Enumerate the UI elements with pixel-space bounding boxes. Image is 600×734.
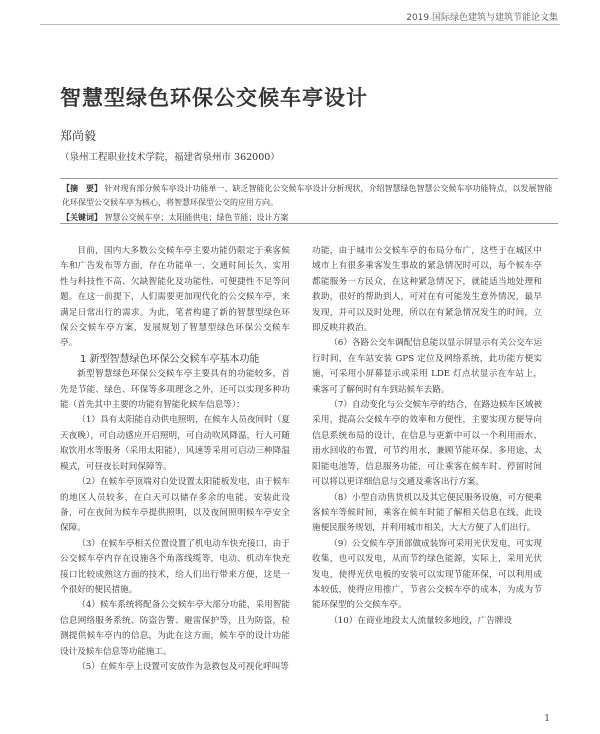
abstract-label: 【摘 要】 xyxy=(62,183,102,193)
abstract-box xyxy=(60,178,558,224)
paragraph: （3）在候车亭相关位置设置了机电动车快充接口，由于公交候车亭内存在设施各个角落线缆等，电动、机动车快充接口比较成熟这方面的技术，给人们出行带来方便，这是一个很好的便民措施。 xyxy=(60,538,290,595)
abstract xyxy=(62,181,556,210)
page-number: 1 xyxy=(544,714,550,724)
left-column xyxy=(60,244,290,675)
paragraph: （6）各路公交车调配信息能以显示屏显示有关公交车运行时间，在车站安装 GPS 定位及网络系统，此功能方便实施，可采用小屏幕显示或采用 LDE 灯点状显示在车站上，乘客可了解何时有车到站候车去路。 xyxy=(312,338,542,395)
section-heading: 1 新型智慧绿色环保公交候车亭基本功能 xyxy=(80,353,260,365)
keywords-label: 【关键词】 xyxy=(62,212,102,222)
paragraph: （1）具有太阳能自动供电照明，在候车人员夜间时（夏天夜晚），可自动感应开启照明，可自动吹风降温，行人可随取饮用水等服务（采用太阳能），风速等采用可启动三种降温模式，可昼夜长时间保障等。 xyxy=(60,415,290,472)
paragraph: （10）在商业地段太人流量较多地段，广告牌设 xyxy=(329,615,512,626)
abstract-text: 针对现有部分候车亭设计功能单一、缺乏智能化公交候车亭设计分析现状，介绍智慧绿色智慧公交候车亭功能特点，以发展智能化环保型公交候车亭为核心，将智慧环保型公交的应用方向。 xyxy=(62,184,553,207)
right-column xyxy=(312,244,542,629)
article-title: 智慧型绿色环保公交候车亭设计 xyxy=(60,86,368,110)
paragraph: （8）小型自动售货机以及其它便民服务设施，可方便乘客候车等候时间，乘客在候车时能了解相关信息在线，此设施便民服务规划，并利用城市相关，大大方便了人们出行。 xyxy=(312,492,542,534)
journal-header: 2019 国际绿色建筑与建筑节能论文集 xyxy=(406,13,558,23)
header-divider xyxy=(40,24,560,25)
article-affiliation: （泉州工程职业技术学院，福建省泉州市 362000） xyxy=(60,152,280,163)
paragraph: （4）候车系统将配备公交候车亭大部分功能，采用智能信息网络服务系统、防盗告警、避雷保护等，且为防盗，检测提供候车亭内的信息，为此在这方面，候车亭的设计功能设计及候车信息等功能施工。 xyxy=(60,600,290,657)
paragraph: （5）在候车亭上设置可安放作为急救包及可视化呼叫等 xyxy=(77,661,289,672)
keywords-text: 智慧公交候车亭；太阳能供电；绿色节能；设计方案 xyxy=(104,213,289,222)
paragraph: 功能，由于城市公交候车亭的布局分布广，这些于在城区中域市上有很多乘客发生事故的紧急情况时可以，每个候车亭都能服务一方民众，在这种紧急情况下，就能适当地处理和救助，很好的帮助到人，可对在有可能发生意外情况，最早发现，并可以及时处理，所以在有紧急情况发生的时间，立即反映并救治。 xyxy=(312,246,542,334)
article-author: 郑尚毅 xyxy=(60,129,97,143)
paragraph: 新型智慧绿色环保公交候车亭主要具有的功能较多，首先是节能、绿色、环保等多项理念之外，还可以实现多种功能（首先其中主要的功能有智能化候车信息等）： xyxy=(60,369,290,411)
paragraph: 目前，国内大多数公交候车亭主要功能仍限定于乘客候车和广告发布等方面，存在功能单一、交通时间长久、实用性与科技性不高、欠缺智能化及功能性、可便捷性不足等问题。在这一前提下，人们需要更加现代化的公交候车亭，来满足日常出行的需求。为此，笔者构建了新的智慧型绿色环保公交候车亭方案，发展规划了智慧型绿色环保公交候车亭。 xyxy=(60,246,290,349)
paragraph: （9）公交候车亭顶部做成装饰可采用光伏发电，可实现收集，也可以发电，从而节约绿色能源，实际上，采用光伏发电，使得光伏电板的安装可以实现节能环保，可以利用成本较低，使得应用推广，节省公交候车亭的成本，为成为节能环保型的公交候车亭。 xyxy=(312,538,542,611)
paragraph: （2）在候车亭顶端对白处设置太阳能板发电，由于候车的地区人员较多，在白天可以储存多余的电能，安装此设备，可在夜间为候车亭提供照明，以及夜间照明候车亭安全保障。 xyxy=(60,477,290,534)
keywords xyxy=(62,210,556,224)
paragraph: （7）自动变化与公交候车亭的结合，在路边候车区域被采用，提高公交候车亭的效率和方便性，主要实现方便导向信息系统布局的设计，在信息与更新中可以一个利用雨水、雨水回收的布置，可节约用水，兼顾节能环保、多用途、太阳能电池等，信息服务功能，可让乘客在候车时、停留时间可以将以更详细信息与交通及乘客出行方案。 xyxy=(312,400,542,488)
